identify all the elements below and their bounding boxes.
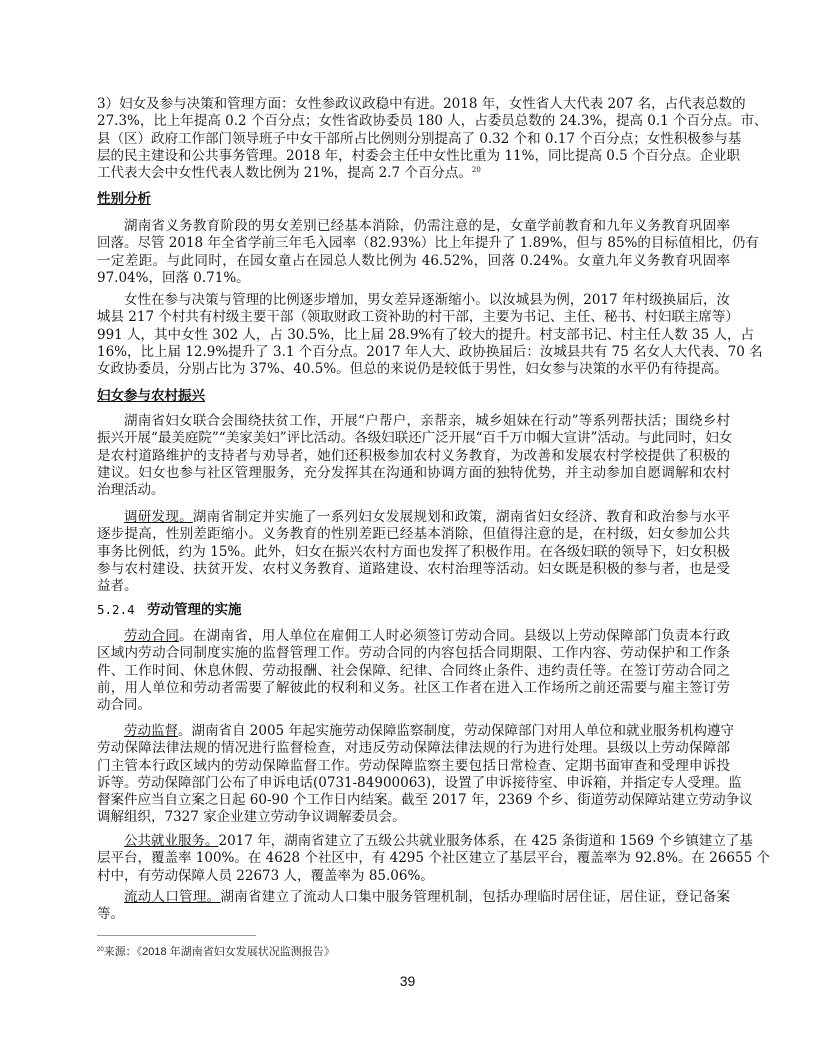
paragraph-women-decision-making: [97, 96, 768, 182]
text-line: 调解组织，7327 家企业建立劳动争议调解委员会。: [97, 809, 406, 826]
text-line: 振兴开展“最美庭院”“美家美妇”评比活动。各级妇联还广泛开展“百千万巾帼大宣讲”活动。与此同时，妇女: [97, 430, 733, 447]
paragraph-findings: [97, 509, 730, 595]
paragraph-public-employment: [97, 833, 770, 885]
text-line: 3）妇女及参与决策和管理方面：女性参政议政稳中有进。2018 年，女性省人大代表 207 名，占代表总数的: [97, 96, 746, 112]
footnote-text: 来源：《2018 年湖南省妇女发展状况监测报告》: [103, 946, 335, 958]
text-line: 回落。尽管 2018 年全省学前三年毛入园率（82.93%）比上年提升了 1.89%，但与 85%的目标值相比，仍有: [97, 235, 759, 252]
text-line: [97, 628, 730, 645]
paragraph-rucheng: [97, 292, 763, 378]
text-line: 是农村道路维护的支持者与劝导者，她们还积极参加农村义务教育，为改善和发展农村学校提供了积极的: [97, 447, 730, 464]
text-line: 前，用人单位和劳动者需要了解彼此的权利和义务。社区工作者在进入工作场所之前还需要与雇主签订劳: [97, 679, 730, 696]
text-line: 诉等。劳动保障部门公布了申诉电话(0731-84900063)，设置了申诉接待室、申诉箱，并指定专人受理。监: [97, 774, 742, 791]
paragraph-labor-contract: [97, 628, 730, 714]
text: 。在湖南省，用人单位在雇佣工人时必须签订劳动合同。县级以上劳动保障部门负责本行政: [179, 628, 731, 644]
text: 工代表大会中女性代表人数比例为 21%，提高 2.7 个百分点。: [97, 165, 472, 182]
text-line: [97, 889, 730, 906]
text-line: 16%，比上届 12.9%提升了 3.1 个百分点。2017 年人大、政协换届后：汝城县共有 75 名女人大代表、70 名: [97, 343, 763, 360]
lead-term: 流动人口管理。: [124, 889, 221, 905]
footnote-divider: [97, 935, 256, 936]
text-line: 治理活动。: [97, 482, 165, 499]
text-line: 区域内劳动合同制度实施的监督管理工作。劳动合同的内容包括合同期限、工作内容、劳动保护和工作条: [97, 645, 730, 662]
text-line: 益者。: [97, 578, 138, 595]
text-line: [97, 509, 730, 526]
section-title: 劳动管理的实施: [147, 602, 242, 618]
section-heading-5-2-4: [97, 601, 730, 619]
text-line: [97, 165, 730, 182]
text-line: 97.04%，回落 0.71%。: [97, 269, 250, 286]
text-line: 层平台，覆盖率 100%。在 4628 个社区中，有 4295 个社区建立了基层平台，覆盖率为 92.8%。在 26655 个: [97, 850, 770, 867]
text: 湖南省建立了流动人口集中服务管理机制，包括办理临时居住证，居住证，登记备案: [220, 889, 731, 905]
text: 。湖南省自 2005 年起实施劳动保障监察制度，劳动保障部门对用人单位和就业服务机构遵守: [178, 723, 734, 739]
text-line: 层的民主建设和公共事务管理。2018 年，村委会主任中女性比重为 11%，同比提高 0.5 个百分点。企业职: [97, 147, 740, 164]
text-line: 建议。妇女也参与社区管理服务，充分发挥其在沟通和协调方面的独特优势，并主动参加自愿调解和农村: [97, 464, 730, 481]
footnote-ref[interactable]: 20: [471, 166, 481, 175]
text-line: [97, 723, 734, 740]
text-line: 湖南省妇女联合会围绕扶贫工作，开展“户帮户，亲帮亲，城乡姐妹在行动”等系列帮扶活；围绕乡村: [124, 413, 730, 429]
heading-rural-revitalization: 妇女参与农村振兴: [97, 388, 205, 404]
text-line: 女政协委员，分别占比为 37%、40.5%。但总的来说仍是较低于男性，妇女参与决策的水平仍有待提高。: [97, 361, 728, 378]
text-line: 村中，有劳动保障人员 22673 人，覆盖率为 85.06%。: [97, 867, 434, 884]
text-line: 劳动保障法律法规的情况进行监督检查，对违反劳动保障法律法规的行为进行处理。县级以上劳动保障部: [97, 740, 730, 757]
text-line: 逐步提高，性别差距缩小。义务教育的性别差距已经基本消除，但值得注意的是，在村级，妇女参加公共: [97, 526, 730, 543]
footnote-number: 20: [97, 947, 104, 953]
text-line: 一定差距。与此同时，在园女童占在园总人数比例为 46.52%，回落 0.24%。女童九年义务教育巩固率: [97, 252, 730, 269]
text: 2017 年，湖南省建立了五级公共就业服务体系，在 425 条街道和 1569 个乡镇建立了基: [218, 833, 753, 849]
text-line: [97, 833, 753, 850]
footnote: [97, 945, 335, 959]
lead-term: 公共就业服务。: [124, 833, 219, 849]
text-line: 湖南省义务教育阶段的男女差别已经基本消除，仍需注意的是，女童学前教育和九年义务教育巩固率: [124, 218, 730, 234]
text-line: 督案件应当自立案之日起 60-90 个工作日内结案。截至 2017 年，2369 个乡、街道劳动保障站建立劳动争议: [97, 792, 753, 809]
text-line: 事务比例低，约为 15%。此外，妇女在振兴农村方面也发挥了积极作用。在各级妇联的领导下，妇女积极: [97, 543, 730, 560]
paragraph-education: [97, 218, 759, 287]
text-line: 县（区）政府工作部门领导班子中女干部所占比例则分别提高了 0.32 个和 0.17 个百分点；女性积极参与基: [97, 130, 742, 147]
lead-term: 劳动监督: [124, 723, 178, 739]
text: 湖南省制定并实施了一系列妇女发展规划和政策，湖南省妇女经济、教育和政治参与水平: [192, 509, 731, 525]
page-number: 39: [399, 973, 416, 989]
text-line: 件、工作时间、休息休假、劳动报酬、社会保障、纪律、合同终止条件、违约责任等。在签订劳动合同之: [97, 662, 730, 679]
text-line: 门主管本行政区域内的劳动保障监督工作。劳动保障监察主要包括日常检查、定期书面审查和受理申诉投: [97, 757, 730, 774]
text-line: 女性在参与决策与管理的比例逐步增加，男女差异逐渐缩小。以汝城县为例，2017 年村级换届后，汝: [124, 292, 730, 308]
text-line: 城县 217 个村共有村级主要干部（领取财政工资补助的村干部，主要为书记、主任、秘书、村妇联主席等）: [97, 309, 739, 326]
text-line: 27.3%，比上年提高 0.2 个百分点；女性省政协委员 180 人，占委员总数的 24.3%，提高 0.1 个百分点。市、: [97, 113, 768, 130]
paragraph-labor-supervision: [97, 723, 753, 827]
text-line: 动合同。: [97, 697, 151, 714]
paragraph-floating-population: [97, 889, 730, 924]
paragraph-womens-federation: [97, 413, 733, 499]
lead-term: 调研发现。: [124, 509, 193, 525]
lead-term: 劳动合同: [124, 628, 180, 644]
section-number: 5.2.4: [97, 602, 135, 617]
text-line: 991 人，其中女性 302 人，占 30.5%，比上届 28.9%有了较大的提升。村支部书记、村主任人数 35 人，占: [97, 326, 755, 343]
text-line: 参与农村建设、扶贫开发、农村义务教育、道路建设、农村治理等活动。妇女既是积极的参与者，也是受: [97, 560, 730, 577]
heading-gender-analysis: 性别分析: [97, 191, 151, 207]
text-line: 等。: [97, 906, 124, 923]
